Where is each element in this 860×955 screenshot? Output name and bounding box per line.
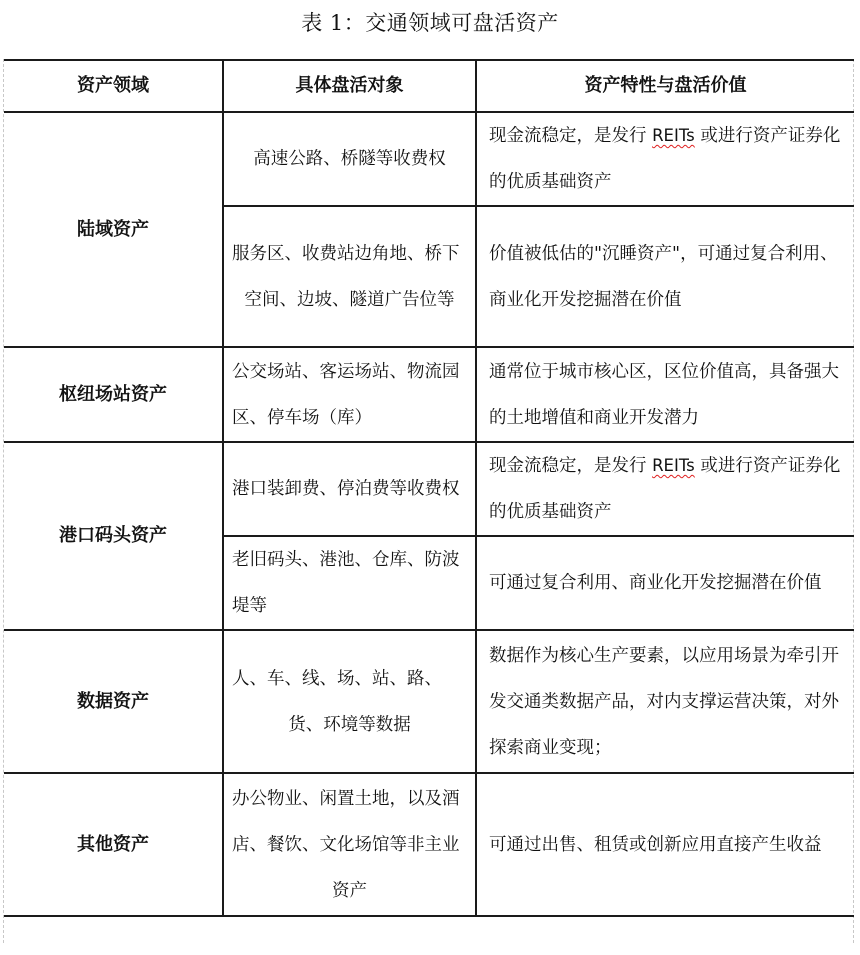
table-caption: 表 1：交通领域可盘活资产 — [301, 11, 559, 35]
asset-object-cell: 办公物业、闲置土地，以及酒店、餐饮、文化场馆等非主业资产 — [223, 773, 476, 916]
asset-object-cell: 老旧码头、港池、仓库、防波堤等 — [223, 536, 476, 630]
asset-object-cell: 服务区、收费站边角地、桥下空间、边坡、隧道广告位等 — [223, 206, 476, 347]
value-text: 或进行资产证券化的优质基础资产 — [489, 126, 841, 192]
asset-object-cell: 人、车、线、场、站、路、货、环境等数据 — [223, 630, 476, 773]
asset-value-cell: 通常位于城市核心区，区位价值高，具备强大的土地增值和商业开发潜力 — [476, 347, 854, 442]
table-row — [4, 773, 854, 916]
reits-term: REITs — [652, 456, 695, 475]
value-text: 现金流稳定，是发行 — [489, 456, 653, 476]
asset-object-cell: 公交场站、客运场站、物流园区、停车场（库） — [223, 347, 476, 442]
table-row — [4, 442, 854, 536]
asset-object-cell: 港口装卸费、停泊费等收费权 — [223, 442, 476, 536]
asset-value-cell: 可通过出售、租赁或创新应用直接产生收益 — [476, 773, 854, 916]
asset-domain-cell: 陆域资产 — [4, 112, 223, 347]
table-row — [4, 347, 854, 442]
column-header-object: 具体盘活对象 — [223, 60, 476, 112]
asset-domain-cell: 枢纽场站资产 — [4, 347, 223, 442]
value-text: 或进行资产证券化的优质基础资产 — [489, 456, 841, 522]
asset-value-cell: 数据作为核心生产要素，以应用场景为牵引开发交通类数据产品，对内支撑运营决策，对外探索商业变现； — [476, 630, 854, 773]
asset-value-cell: 可通过复合利用、商业化开发挖掘潜在价值 — [476, 536, 854, 630]
asset-domain-cell: 港口码头资产 — [4, 442, 223, 630]
table-row — [4, 630, 854, 773]
asset-value-cell: 价值被低估的"沉睡资产"，可通过复合利用、商业化开发挖掘潜在价值 — [476, 206, 854, 347]
asset-domain-cell: 数据资产 — [4, 630, 223, 773]
asset-object-cell: 高速公路、桥隧等收费权 — [223, 112, 476, 206]
transport-assets-table — [4, 59, 854, 917]
column-header-value: 资产特性与盘活价值 — [476, 60, 854, 112]
table-row — [4, 112, 854, 206]
value-text: 现金流稳定，是发行 — [489, 126, 653, 146]
header-row — [4, 60, 854, 112]
reits-term: REITs — [652, 126, 695, 145]
asset-domain-cell: 其他资产 — [4, 773, 223, 916]
asset-value-cell — [476, 112, 854, 206]
column-header-domain: 资产领域 — [4, 60, 223, 112]
asset-value-cell — [476, 442, 854, 536]
